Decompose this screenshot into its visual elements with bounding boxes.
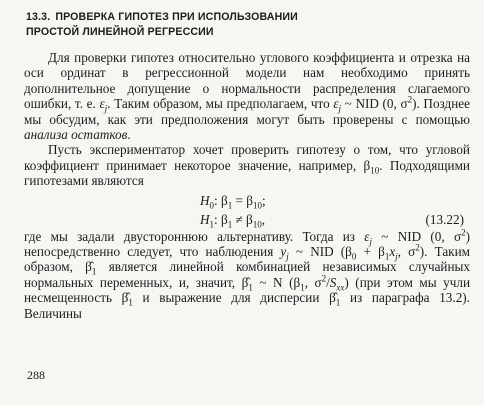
p3-t13: и выражение для дисперсии β̂ [132, 290, 336, 306]
p3-sxx-sub: xx [336, 282, 345, 293]
hypotheses-formula [24, 193, 470, 229]
p3-x: x [389, 244, 396, 260]
p2-text2: . Подходящими гипотезами являются [24, 157, 470, 189]
p3-b1hat3-sub: 1 [128, 297, 133, 308]
p3-t1: где мы задали двустороннюю альтернативу. Тогда из [24, 228, 365, 244]
p1-text2: . Таким образом, мы предполагаем, что [107, 96, 334, 112]
p1-eps: ε [99, 96, 105, 112]
p1-formula-nid: ~ NID (0, σ [341, 96, 408, 112]
p3-b1hat4-sub: 1 [335, 297, 341, 308]
h0-sub: 0 [209, 200, 215, 211]
p3-x-sub: j [395, 251, 398, 262]
p3-t12: ) (при этом мы учли несмещенность β̂ [24, 274, 471, 306]
p1-italic-term: анализа остатков [24, 127, 128, 143]
section-title-line2: ПРОСТОЙ ЛИНЕЙНОЙ РЕГРЕССИИ [26, 26, 214, 38]
p1-text3: Позднее мы обсудим, как эти предположения могут быть проверены с помощью [24, 96, 470, 127]
null-hypothesis [200, 192, 266, 211]
section-heading-line1 [26, 10, 470, 25]
p3-y-sub: j [286, 251, 289, 262]
section-title-line1: ПРОВЕРКА ГИПОТЕЗ ПРИ ИСПОЛЬЗОВАНИИ [55, 11, 298, 23]
p3-t5: + β [356, 244, 385, 260]
p1-text4: . [127, 127, 131, 143]
p3-t8: является линейной комбинацией независимых случайных нормальных переменных, и, значит, β̂ [24, 259, 471, 290]
section-heading [26, 10, 470, 40]
equation-number: (13.22) [425, 211, 464, 227]
p3-y: y [280, 244, 287, 260]
body-text [24, 50, 470, 321]
h1-rel-sub: 10 [252, 219, 262, 230]
p3-sup1: 2 [461, 227, 466, 238]
p3-t3: ) непосредственно следует, что наблюдения [24, 228, 470, 260]
h1-rel: ≠ β [232, 211, 253, 227]
p3-t6: , σ [397, 244, 416, 260]
p1-formula-eps-sub: j [338, 103, 342, 114]
p3-t10: , σ [304, 274, 322, 290]
p3-b1-sub: 1 [384, 251, 390, 262]
h1-sub: 1 [209, 219, 215, 230]
h0-expr-sub: 1 [227, 200, 233, 211]
p3-t9: ~ N (β [252, 274, 301, 290]
p3-t7: ). Таким образом, β̂ [24, 244, 470, 275]
p3-sxx: S [329, 274, 337, 290]
p3-b1hat2-sub: 1 [248, 282, 253, 293]
h0-rel-sub: 10 [252, 200, 262, 211]
h0-rel: = β [232, 192, 253, 208]
p3-t14: из параграфа 13.2). Величины [24, 290, 470, 321]
h1-label: H [200, 211, 210, 227]
p3-eps-sub: j [369, 236, 372, 247]
p3-t4: ~ NID (β [288, 244, 352, 260]
p1-text: Для проверки гипотез относительно углового коэффициента и отрезка на оси ординат в регрессионной модели нам необходимо принять дополнительное допущение о нормальности распределения слагаемого ошибки, т. е. [24, 50, 470, 112]
section-number: 13.3. [26, 11, 51, 23]
p3-t2: ~ NID (0, σ [371, 228, 462, 244]
page-number: 288 [27, 368, 45, 382]
alternative-hypothesis [200, 211, 266, 230]
p3-sup2: 2 [415, 242, 420, 253]
h1-expr-sub: 1 [227, 219, 233, 230]
p1-formula-end: ). [412, 96, 420, 112]
p3-b0-sub: 0 [351, 251, 357, 262]
p3-t11: / [326, 274, 330, 290]
p1-formula-eps: ε [333, 96, 339, 112]
h1-end: , [261, 211, 266, 227]
h0-end: ; [261, 192, 266, 208]
h1-expr: : β [214, 211, 228, 227]
paragraph-3 [24, 229, 470, 321]
p3-eps: ε [364, 228, 370, 244]
p1-formula-sup: 2 [407, 94, 413, 105]
p3-b1-2-sub: 1 [300, 282, 305, 293]
p3-sup3: 2 [321, 273, 327, 284]
p2-text: Пусть экспериментатор хочет проверить гипотезу о том, что угловой коэффициент принимает некоторое значение, например, β [24, 142, 470, 173]
h0-expr: : β [214, 192, 228, 208]
h0-label: H [200, 192, 210, 208]
paragraph-2 [24, 142, 470, 188]
p2-sub: 10 [370, 165, 380, 176]
paragraph-1 [24, 50, 470, 142]
p3-b1hat-sub: 1 [91, 267, 97, 278]
p1-eps-sub: j [104, 103, 108, 114]
